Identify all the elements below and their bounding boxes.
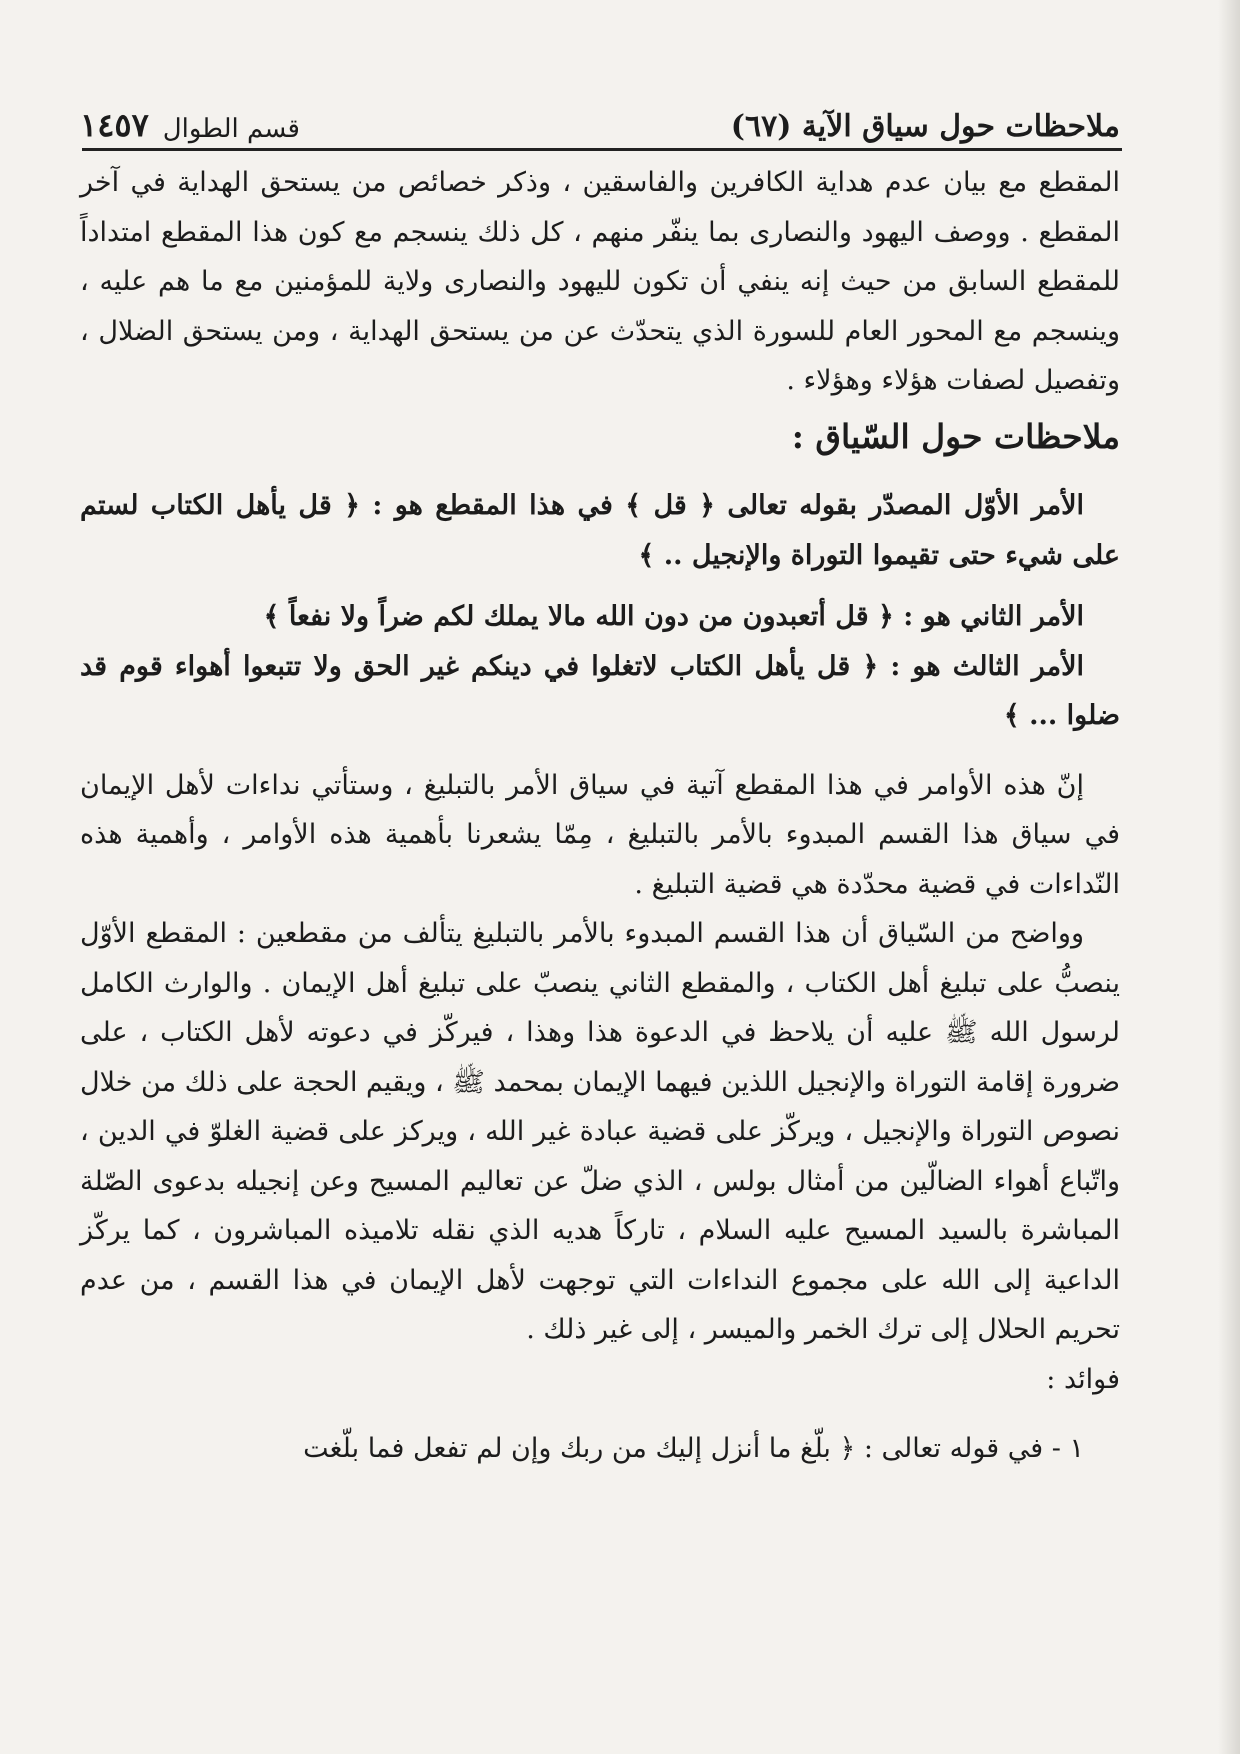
header-rule [82,148,1122,151]
benefit-item-1: ١ - في قوله تعالى : ﴿ بلّغ ما أنزل إليك من ربك وإن لم تفعل فما بلّغت [303,1433,1084,1464]
running-title: ملاحظات حول سياق الآية (٦٧) [730,109,1120,144]
third-command-paragraph: الأمر الثالث هو : ﴿ قل يأهل الكتاب لاتغلوا في دينكم غير الحق ولا تتبعوا أهواء قوم قد ضلوا ... ﴾ [80,650,1120,731]
intro-paragraph: المقطع مع بيان عدم هداية الكافرين والفاسقين ، وذكر خصائص من يستحق الهداية في آخر المقطع . ووصف اليهود والنصارى بما ينفّر منهم ، كل ذلك ينسجم مع كون هذا المقطع امتداداً للمقطع السابق من حيث إنه ينفي أن تكون لليهود والنصارى ولاية للمؤمنين مع ما هم عليه ، وينسجم مع المحور العام للسورة الذي يتحدّث عن من يستحق الهداية ، ومن يستحق الضلال ، وتفصيل لصفات هؤلاء وهؤلاء . [80,167,1120,396]
benefits-label: فوائد : [1046,1363,1120,1395]
page-body [80,158,1120,1474]
first-command-paragraph: الأمر الأوّل المصدّر بقوله تعالى ﴿ قل ﴾ في هذا المقطع هو : ﴿ قل يأهل الكتاب لستم على شيء حتى تقيموا التوراة والإنجيل .. ﴾ [80,490,1120,571]
page-edge-shadow [1218,0,1240,1754]
second-command-paragraph: الأمر الثاني هو : ﴿ قل أتعبدون من دون الله مالا يملك لكم ضراً ولا نفعاً ﴾ [263,601,1084,632]
context-analysis-paragraph: وواضح من السّياق أن هذا القسم المبدوء بالأمر بالتبليغ يتألف من مقطعين : المقطع الأوّل ينصبُّ على تبليغ أهل الكتاب ، والمقطع الثاني ينصبّ على تبليغ أهل الإيمان . والوارث الكامل لرسول الله ﷺ عليه أن يلاحظ في الدعوة هذا وهذا ، فيركّز في دعوته لأهل الكتاب ، على ضرورة إقامة التوراة والإنجيل اللذين فيهما الإيمان بمحمد ﷺ ، ويقيم الحجة على ذلك من خلال نصوص التوراة والإنجيل ، ويركّز على قضية عبادة غير الله ، ويركز على قضية الغلوّ في الدين ، واتّباع أهواء الضالّين من أمثال بولس ، الذي ضلّ عن تعاليم المسيح وعن إنجيله بدعوى الصّلة المباشرة بالسيد المسيح عليه السلام ، تاركاً هديه الذي نقله تلاميذه المباشرون ، كما يركّز الداعية إلى الله على مجموع النداءات التي توجهت لأهل الإيمان في هذا القسم ، من عدم تحريم الحلال إلى ترك الخمر والميسر ، إلى غير ذلك . [80,918,1120,1345]
page-number: ١٤٥٧ [80,106,149,144]
section-name: قسم الطوال [162,114,300,144]
spacer [80,741,1120,761]
page-header [80,88,1120,144]
header-left-group [80,106,300,144]
section-heading: ملاحظات حول السّياق : [791,416,1120,456]
spacer [80,1404,1120,1424]
orders-context-paragraph: إنّ هذه الأوامر في هذا المقطع آتية في سياق الأمر بالتبليغ ، وستأتي نداءات لأهل الإيمان في سياق هذا القسم المبدوء بالأمر بالتبليغ ، مِمّا يشعرنا بأهمية هذه الأوامر ، وأهمية هذه النّداءات في قضية محدّدة هي قضية التبليغ . [80,769,1120,900]
